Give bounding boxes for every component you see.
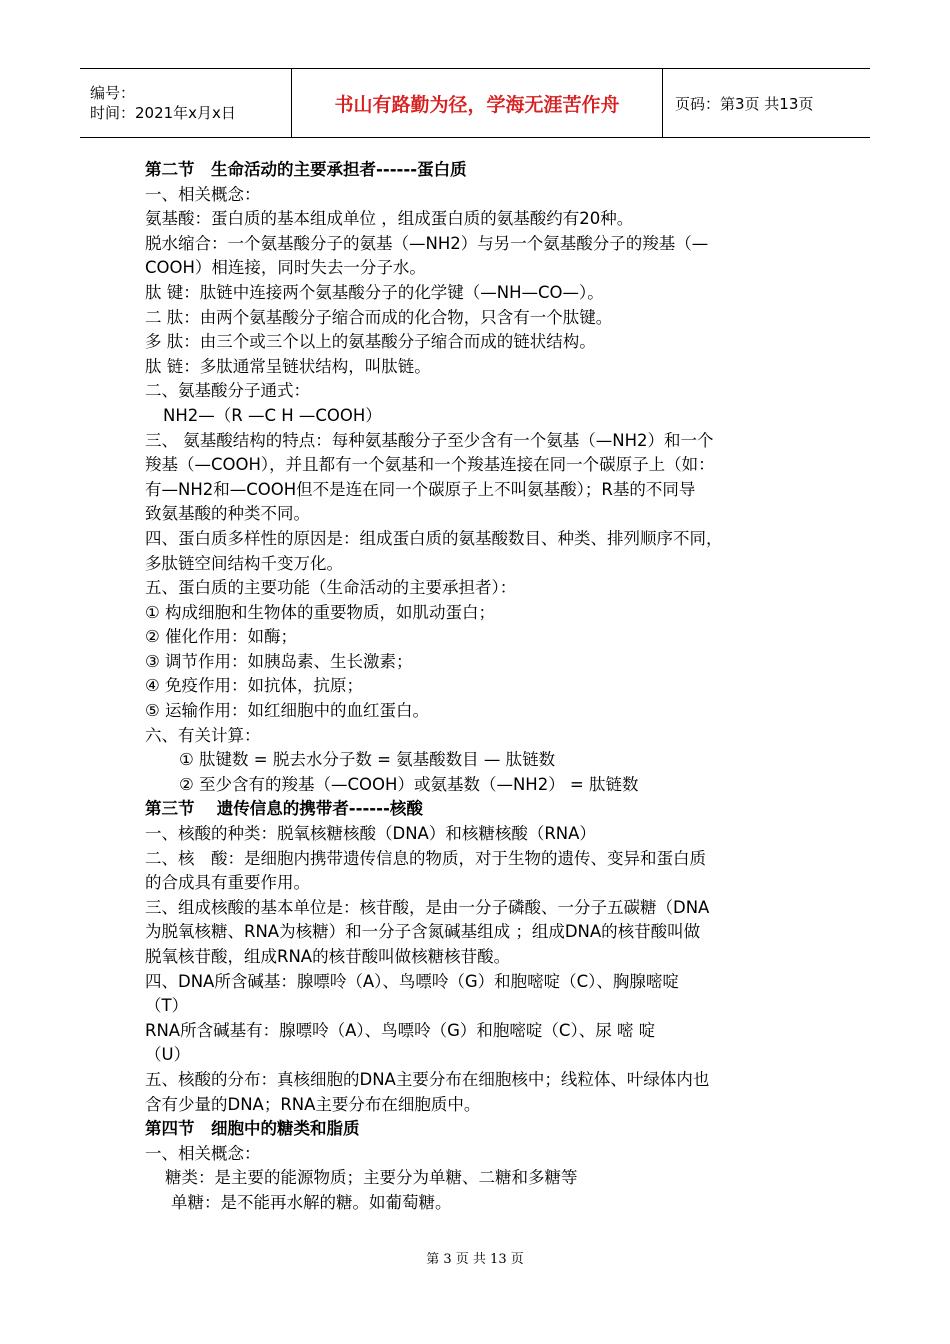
page-header xyxy=(80,68,870,138)
header-page-info xyxy=(663,69,870,137)
text-line: 的合成具有重要作用。 xyxy=(145,873,310,893)
text-line: 含有少量的DNA；RNA主要分布在细胞质中。 xyxy=(145,1094,481,1114)
text-line: ① 构成细胞和生物体的重要物质，如肌动蛋白； xyxy=(145,602,496,622)
text-line: 单糖：是不能再水解的糖。如葡萄糖。 xyxy=(171,1192,452,1212)
text-line: COOH）相连接，同时失去一分子水。 xyxy=(145,258,426,278)
section-heading: 第二节 生命活动的主要承担者------蛋白质 xyxy=(145,160,467,179)
text-line: 肽 键：肽链中连接两个氨基酸分子的化学键（—NH—CO—）。 xyxy=(145,282,604,302)
text-line: 脱氧核苷酸，组成RNA的核苷酸叫做核糖核苷酸。 xyxy=(145,947,511,966)
text-line: 糖类：是主要的能源物质；主要分为单糖、二糖和多糖等 xyxy=(165,1168,578,1188)
text-line: 三、 氨基酸结构的特点：每种氨基酸分子至少含有一个氨基（—NH2）和一个 xyxy=(145,430,714,450)
text-line: 二、核 酸：是细胞内携带遗传信息的物质，对于生物的遗传、变异和蛋白质 xyxy=(145,848,706,868)
text-line: ④ 免疫作用：如抗体，抗原； xyxy=(145,676,364,696)
text-line: 一、相关概念： xyxy=(145,184,261,204)
text-line: 致氨基酸的种类不同。 xyxy=(145,504,310,524)
text-line: 一、相关概念： xyxy=(145,1143,261,1163)
text-line: 多肽链空间结构千变万化。 xyxy=(145,553,343,573)
text-line: ① 肽键数 = 脱去水分子数 = 氨基酸数目 — 肽链数 xyxy=(179,750,556,770)
text-line: 二 肽：由两个氨基酸分子缩合而成的化合物，只含有一个肽键。 xyxy=(145,307,613,327)
text-line: 三、组成核酸的基本单位是：核苷酸，是由一分子磷酸、一分子五碳糖（DNA xyxy=(145,897,710,917)
text-line: 多 肽：由三个或三个以上的氨基酸分子缩合而成的链状结构。 xyxy=(145,332,596,352)
text-line: 四、蛋白质多样性的原因是：组成蛋白质的氨基酸数目、种类、排列顺序不同， xyxy=(145,528,723,548)
text-line: NH2—（R —C H —COOH） xyxy=(163,405,382,425)
document-body xyxy=(145,158,815,1216)
text-line: ② 催化作用：如酶； xyxy=(145,627,298,647)
text-line: 氨基酸：蛋白质的基本组成单位 ，组成蛋白质的氨基酸约有20种。 xyxy=(145,209,634,229)
section-heading: 第三节 遗传信息的携带者------核酸 xyxy=(145,799,423,819)
text-line: （T） xyxy=(145,996,189,1016)
text-line: 为脱氧核糖、RNA为核糖）和一分子含氮碱基组成 ；组成DNA的核苷酸叫做 xyxy=(145,922,701,942)
text-line: 五、核酸的分布：真核细胞的DNA主要分布在细胞核中；线粒体、叶绿体内也 xyxy=(145,1069,710,1089)
text-line: 肽 链：多肽通常呈链状结构，叫肽链。 xyxy=(145,356,431,376)
text-line: 羧基（—COOH），并且都有一个氨基和一个羧基连接在同一个碳原子上（如： xyxy=(145,455,715,475)
header-meta xyxy=(80,69,291,137)
date-label: 时间：2021年x月x日 xyxy=(90,104,236,122)
page-footer: 第 3 页 共 13 页 xyxy=(426,1252,524,1267)
text-line: 四、DNA所含碱基：腺嘌呤（A）、鸟嘌呤（G）和胞嘧啶（C）、胸腺嘧啶 xyxy=(145,971,679,991)
text-line: 二、氨基酸分子通式： xyxy=(145,381,310,401)
motto-text: 书山有路勤为径，学海无涯苦作舟 xyxy=(334,93,620,116)
text-line: 五、蛋白质的主要功能（生命活动的主要承担者）： xyxy=(145,578,517,598)
text-line: RNA所含碱基有：腺嘌呤（A）、鸟嘌呤（G）和胞嘧啶（C）、尿 嘧 啶 xyxy=(145,1020,656,1040)
text-line: 六、有关计算： xyxy=(145,725,261,745)
serial-number-label: 编号： xyxy=(90,84,136,102)
page-info-text: 页码：第3页 共13页 xyxy=(675,94,814,113)
text-line: ③ 调节作用：如胰岛素、生长激素； xyxy=(145,651,413,671)
header-motto xyxy=(291,69,663,137)
text-line: 有—NH2和—COOH但不是连在同一个碳原子上不叫氨基酸）；R基的不同导 xyxy=(145,479,696,499)
section-heading: 第四节 细胞中的糖类和脂质 xyxy=(145,1119,360,1139)
text-line: （U） xyxy=(145,1045,191,1065)
text-line: 一、核酸的种类：脱氧核糖核酸（DNA）和核糖核酸（RNA） xyxy=(145,824,596,844)
text-line: 脱水缩合：一个氨基酸分子的氨基（—NH2）与另一个氨基酸分子的羧基（— xyxy=(145,233,709,253)
text-line: ⑤ 运输作用：如红细胞中的血红蛋白。 xyxy=(145,701,430,721)
text-line: ② 至少含有的羧基（—COOH）或氨基数（—NH2） = 肽链数 xyxy=(179,774,639,794)
